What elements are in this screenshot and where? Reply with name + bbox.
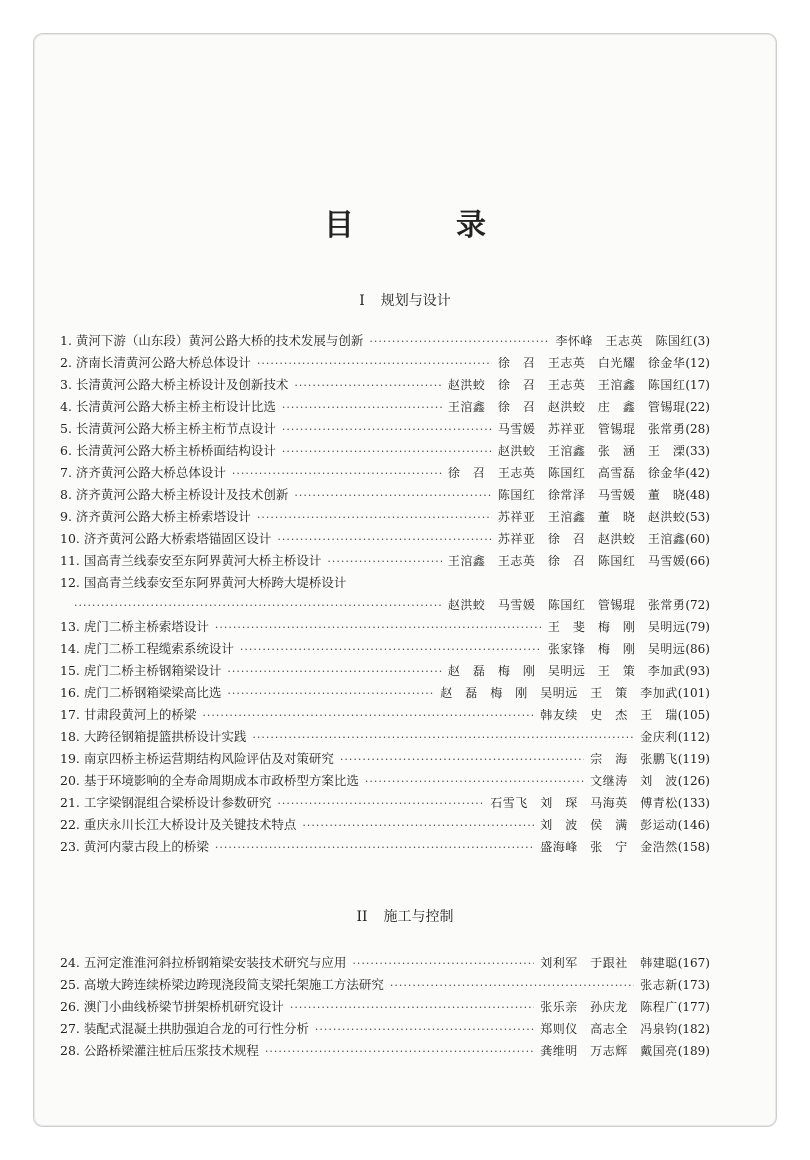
entry-title: 25. 高墩大跨连续桥梁边跨现浇段简支梁托架施工方法研究	[60, 977, 384, 992]
toc-entry	[60, 726, 710, 748]
toc-entry	[60, 792, 710, 814]
toc-entry	[60, 704, 710, 726]
dot-leader	[282, 441, 492, 463]
entry-page: (133)	[677, 796, 710, 810]
section-name: 施工与控制	[383, 909, 454, 925]
entry-authors: 徐 召 王志英 陈国红 高雪磊 徐金华	[447, 466, 686, 480]
dot-leader	[294, 375, 441, 397]
entry-page: (167)	[677, 956, 710, 970]
entry-page: (126)	[677, 774, 710, 788]
entry-title: 6. 长清黄河公路大桥主桥桥面结构设计	[60, 443, 276, 458]
entry-page: (60)	[685, 532, 710, 546]
dot-leader	[327, 551, 441, 573]
entry-title: 18. 大跨径钢箱提篮拱桥设计实践	[60, 729, 247, 744]
toc-entry	[60, 1018, 710, 1040]
entry-authors: 陈国红 徐常泽 马雪媛 董 晓	[497, 488, 686, 502]
dot-leader	[265, 1041, 534, 1063]
entry-page: (66)	[685, 554, 710, 568]
dot-leader	[290, 997, 534, 1019]
entry-second-line	[60, 594, 710, 617]
entry-page: (173)	[677, 978, 710, 992]
entry-authors: 石雪飞 刘 琛 马海英 傅青松	[490, 796, 678, 810]
entry-authors: 赵洪蛟 王涫鑫 张 涵 王 溧	[497, 444, 686, 458]
dot-leader	[282, 397, 442, 419]
section-heading-1	[0, 290, 810, 310]
entry-authors: 赵洪蛟 徐 召 王志英 王涫鑫 陈国红	[447, 378, 686, 392]
entry-authors: 刘 波 侯 满 彭运动	[540, 818, 678, 832]
entry-authors: 赵洪蛟 马雪媛 陈国红 管锡琨 张常勇	[447, 598, 686, 612]
toc-entry	[60, 616, 710, 638]
entry-title: 19. 南京四桥主桥运营期结构风险评估及对策研究	[60, 751, 334, 766]
section-number: II	[356, 909, 368, 925]
toc-entry	[60, 418, 710, 440]
dot-leader	[252, 727, 634, 749]
toc-entry	[60, 484, 710, 506]
entry-title: 9. 济齐黄河公路大桥主桥索塔设计	[60, 509, 251, 524]
entry-authors: 文继涛 刘 波	[590, 774, 678, 788]
entry-page: (189)	[677, 1044, 710, 1058]
entry-page: (105)	[677, 708, 710, 722]
entry-page: (146)	[677, 818, 710, 832]
entry-title-line	[60, 572, 710, 594]
dot-leader	[352, 953, 534, 975]
toc-entry	[60, 682, 710, 704]
entry-authors: 郑则仪 高志全 冯泉钧	[540, 1022, 678, 1036]
toc-entry	[60, 974, 710, 996]
dot-leader	[232, 463, 442, 485]
entry-page: (53)	[685, 510, 710, 524]
entry-authors: 马雪媛 苏祥亚 管锡琨 张常勇	[497, 422, 686, 436]
entry-page: (48)	[685, 488, 710, 502]
toc-entry	[60, 440, 710, 462]
entry-authors: 张乐亲 孙庆龙 陈程广	[540, 1000, 678, 1014]
dot-leader	[257, 353, 492, 375]
entry-authors: 王涫鑫 王志英 徐 召 陈国红 马雪媛	[447, 554, 686, 568]
entry-title: 10. 济齐黄河公路大桥索塔锚固区设计	[60, 531, 272, 546]
section-number: I	[359, 293, 365, 309]
entry-page: (12)	[685, 356, 710, 370]
entry-title: 7. 济齐黄河公路大桥总体设计	[60, 465, 226, 480]
toc-entry	[60, 396, 710, 418]
toc-entry	[60, 770, 710, 792]
entry-page: (112)	[677, 730, 710, 744]
toc-entry	[60, 996, 710, 1018]
entry-title: 8. 济齐黄河公路大桥主桥设计及技术创新	[60, 487, 289, 502]
entry-page: (93)	[685, 664, 710, 678]
entry-title: 16. 虎门二桥钢箱梁梁高比选	[60, 685, 222, 700]
entry-title: 13. 虎门二桥主桥索塔设计	[60, 619, 209, 634]
entry-title: 15. 虎门二桥主桥钢箱梁设计	[60, 663, 222, 678]
entry-page: (86)	[685, 642, 710, 656]
entry-page: (33)	[685, 444, 710, 458]
dot-leader	[227, 661, 441, 683]
dot-leader	[369, 331, 549, 353]
entry-authors: 赵 磊 梅 刚 吴明远 王 策 李加武	[447, 664, 686, 678]
dot-leader	[257, 507, 492, 529]
toc-entry	[60, 572, 710, 616]
entry-title: 5. 长清黄河公路大桥主桥主桁节点设计	[60, 421, 276, 436]
entry-page: (119)	[677, 752, 710, 766]
entry-page: (182)	[677, 1022, 710, 1036]
dot-leader	[365, 771, 584, 793]
entry-page: (3)	[693, 334, 710, 348]
entry-title: 1. 黄河下游（山东段）黄河公路大桥的技术发展与创新	[60, 333, 364, 348]
page-title: 目 录	[324, 208, 522, 243]
entry-page: (177)	[677, 1000, 710, 1014]
toc-entry	[60, 1040, 710, 1062]
entry-page: (101)	[677, 686, 710, 700]
dot-leader	[390, 975, 634, 997]
entry-title: 14. 虎门二桥工程缆索系统设计	[60, 641, 234, 656]
dot-leader	[315, 1019, 534, 1041]
entry-title: 2. 济南长清黄河公路大桥总体设计	[60, 355, 251, 370]
dot-leader	[215, 617, 542, 639]
toc-entry	[60, 748, 710, 770]
toc-entry	[60, 550, 710, 572]
entry-authors: 韩友续 史 杰 王 瑞	[540, 708, 678, 722]
toc-entry	[60, 814, 710, 836]
toc-entry	[60, 330, 710, 352]
dot-leader	[282, 419, 492, 441]
entry-authors: 龚维明 万志辉 戴国亮	[540, 1044, 678, 1058]
entry-authors: 徐 召 王志英 白光耀 徐金华	[497, 356, 686, 370]
dot-leader	[74, 595, 442, 617]
entry-title: 28. 公路桥梁灌注桩后压浆技术规程	[60, 1043, 259, 1058]
toc-entry	[60, 462, 710, 484]
entry-authors: 李怀峰 王志英 陈国红	[555, 334, 693, 348]
entry-authors: 王 斐 梅 刚 吴明远	[547, 620, 686, 634]
entry-page: (28)	[685, 422, 710, 436]
entry-authors: 金庆利	[640, 730, 678, 744]
entry-title: 21. 工字梁钢混组合梁桥设计参数研究	[60, 795, 272, 810]
toc-entry	[60, 528, 710, 550]
dot-leader	[215, 837, 534, 859]
entry-title: 3. 长清黄河公路大桥主桥设计及创新技术	[60, 377, 289, 392]
toc-entry	[60, 506, 710, 528]
toc-entry	[60, 836, 710, 858]
entry-authors: 刘利军 于跟社 韩建聪	[540, 956, 678, 970]
dot-leader	[277, 793, 484, 815]
toc-list-planning-design	[60, 330, 710, 858]
entry-authors: 苏祥亚 徐 召 赵洪蛟 王涫鑫	[497, 532, 686, 546]
dot-leader	[227, 683, 434, 705]
toc-entry	[60, 374, 710, 396]
entry-authors: 盛海峰 张 宁 金浩然	[540, 840, 678, 854]
entry-title: 23. 黄河内蒙古段上的桥梁	[60, 839, 209, 854]
entry-authors: 苏祥亚 王涫鑫 董 晓 赵洪蛟	[497, 510, 686, 524]
dot-leader	[302, 815, 534, 837]
entry-title: 11. 国高青兰线泰安至东阿界黄河大桥主桥设计	[60, 553, 322, 568]
entry-title: 26. 澳门小曲线桥梁节拼架桥机研究设计	[60, 999, 284, 1014]
entry-authors: 赵 磊 梅 刚 吴明远 王 策 李加武	[440, 686, 678, 700]
toc-entry	[60, 952, 710, 974]
entry-title: 24. 五河定淮淮河斜拉桥钢箱梁安装技术研究与应用	[60, 955, 347, 970]
entry-title: 17. 甘肃段黄河上的桥梁	[60, 707, 197, 722]
entry-authors: 张家锋 梅 刚 吴明远	[547, 642, 686, 656]
toc-entry	[60, 638, 710, 660]
dot-leader	[340, 749, 584, 771]
entry-title: 20. 基于环境影响的全寿命周期成本市政桥型方案比选	[60, 773, 359, 788]
entry-title: 12. 国高青兰线泰安至东阿界黄河大桥跨大堤桥设计	[60, 575, 347, 590]
dot-leader	[202, 705, 534, 727]
toc-entry	[60, 660, 710, 682]
section-heading-2	[0, 906, 810, 926]
toc-entry	[60, 352, 710, 374]
dot-leader	[294, 485, 491, 507]
toc-list-construction-control	[60, 952, 710, 1062]
section-name: 规划与设计	[380, 293, 451, 309]
entry-title: 22. 重庆永川长江大桥设计及关键技术特点	[60, 817, 297, 832]
entry-page: (158)	[677, 840, 710, 854]
entry-authors: 张志新	[640, 978, 678, 992]
entry-page: (42)	[685, 466, 710, 480]
dot-leader	[277, 529, 491, 551]
entry-page: (17)	[685, 378, 710, 392]
entry-authors: 王涫鑫 徐 召 赵洪蛟 庄 鑫 管锡琨	[447, 400, 686, 414]
entry-authors: 宗 海 张鹏飞	[590, 752, 678, 766]
dot-leader	[240, 639, 542, 661]
entry-page: (22)	[685, 400, 710, 414]
entry-page: (72)	[685, 598, 710, 612]
entry-title: 27. 装配式混凝土拱肋强迫合龙的可行性分析	[60, 1021, 309, 1036]
entry-page: (79)	[685, 620, 710, 634]
entry-title: 4. 长清黄河公路大桥主桥主桁设计比选	[60, 399, 276, 414]
